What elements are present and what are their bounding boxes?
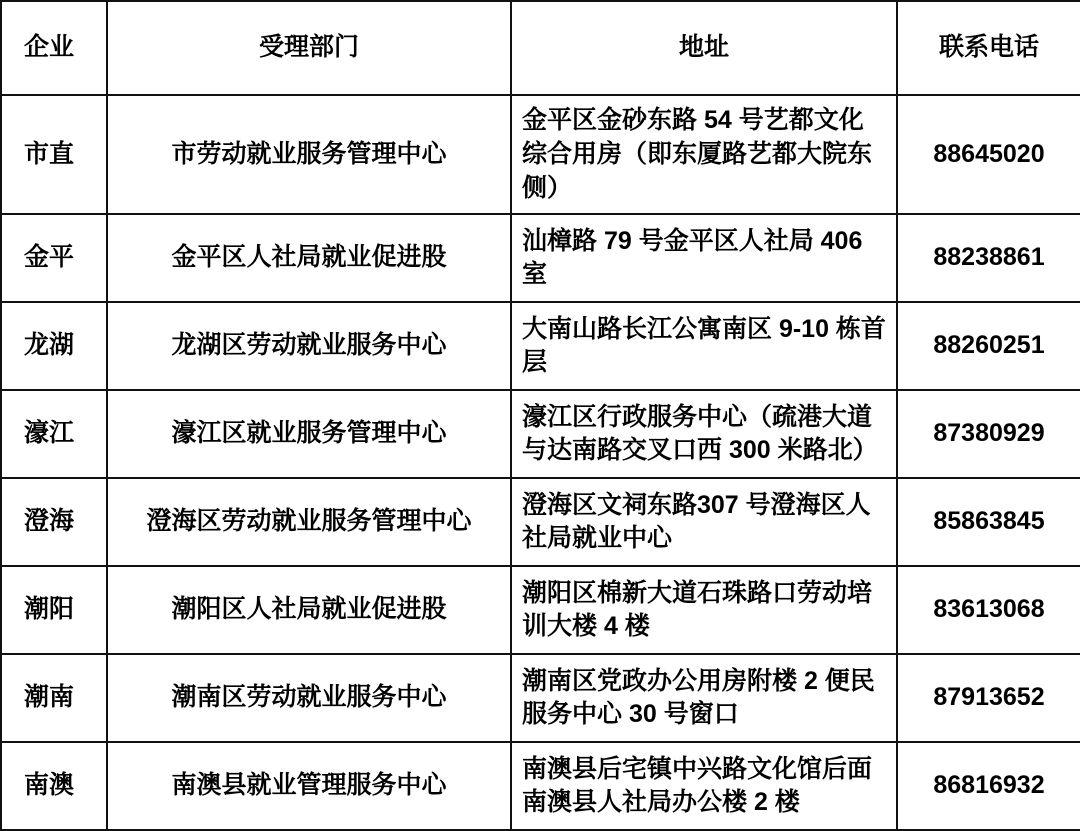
cell-address: 南澳县后宅镇中兴路文化馆后面南澳县人社局办公楼 2 楼 [511,742,897,830]
cell-phone: 83613068 [897,566,1080,654]
cell-address: 潮南区党政办公用房附楼 2 便民服务中心 30 号窗口 [511,654,897,742]
table-row [1,214,1080,302]
cell-address: 澄海区文祠东路307 号澄海区人社局就业中心 [511,478,897,566]
table-row [1,302,1080,390]
cell-enterprise: 龙湖 [1,302,107,390]
cell-address: 金平区金砂东路 54 号艺都文化综合用房（即东厦路艺都大院东侧） [511,95,897,214]
cell-enterprise: 潮南 [1,654,107,742]
table-body [1,95,1080,830]
column-header-address: 地址 [511,1,897,95]
table-row [1,566,1080,654]
cell-department: 龙湖区劳动就业服务中心 [107,302,511,390]
column-header-phone: 联系电话 [897,1,1080,95]
cell-enterprise: 濠江 [1,390,107,478]
cell-enterprise: 南澳 [1,742,107,830]
cell-enterprise: 澄海 [1,478,107,566]
cell-phone: 87380929 [897,390,1080,478]
table-row [1,95,1080,214]
table-header [1,1,1080,95]
cell-phone: 88645020 [897,95,1080,214]
cell-enterprise: 潮阳 [1,566,107,654]
cell-phone: 88238861 [897,214,1080,302]
column-header-department: 受理部门 [107,1,511,95]
table-row [1,478,1080,566]
cell-address: 汕樟路 79 号金平区人社局 406 室 [511,214,897,302]
cell-department: 潮阳区人社局就业促进股 [107,566,511,654]
cell-address: 濠江区行政服务中心（疏港大道与达南路交叉口西 300 米路北） [511,390,897,478]
cell-department: 澄海区劳动就业服务管理中心 [107,478,511,566]
cell-department: 金平区人社局就业促进股 [107,214,511,302]
cell-enterprise: 市直 [1,95,107,214]
table-row [1,390,1080,478]
column-header-enterprise: 企业 [1,1,107,95]
cell-phone: 88260251 [897,302,1080,390]
cell-department: 市劳动就业服务管理中心 [107,95,511,214]
cell-department: 南澳县就业管理服务中心 [107,742,511,830]
cell-enterprise: 金平 [1,214,107,302]
cell-department: 潮南区劳动就业服务中心 [107,654,511,742]
cell-address: 潮阳区棉新大道石珠路口劳动培训大楼 4 楼 [511,566,897,654]
table-row [1,654,1080,742]
cell-phone: 86816932 [897,742,1080,830]
table-header-row [1,1,1080,95]
cell-phone: 87913652 [897,654,1080,742]
cell-address: 大南山路长江公寓南区 9-10 栋首层 [511,302,897,390]
cell-phone: 85863845 [897,478,1080,566]
cell-department: 濠江区就业服务管理中心 [107,390,511,478]
table-row [1,742,1080,830]
